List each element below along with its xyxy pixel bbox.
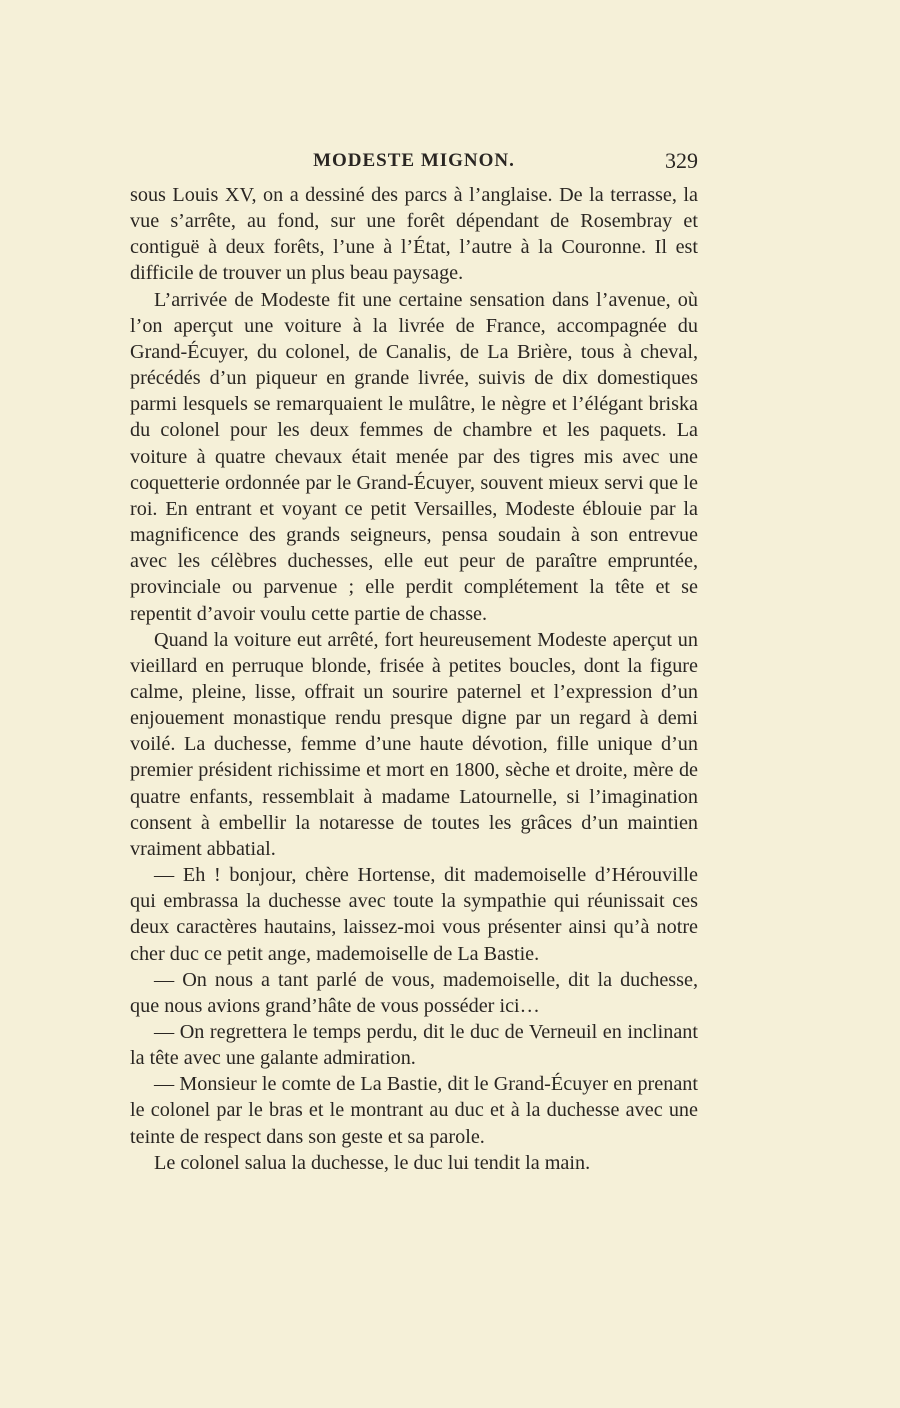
body-text: [130, 182, 698, 1176]
paragraph: Quand la voiture eut arrêté, fort heureusement Modeste aperçut un vieillard en perruque blonde, frisée à petites boucles, dont la figure calme, pleine, lisse, offrait un sourire paternel et l’expression d’un enjouement monastique rendu presque digne par un regard à demi voilé. La duchesse, femme d’une haute dévotion, fille unique d’un premier président richissime et mort en 1800, sèche et droite, mère de quatre enfants, ressemblait à madame Latournelle, si l’imagination consent à embellir la notaresse de toutes les grâces d’un maintien vraiment abbatial.: [130, 628, 698, 860]
paragraph: sous Louis XV, on a dessiné des parcs à l’anglaise. De la terrasse, la vue s’arrête, au fond, sur une forêt dépendant de Rosembray et contiguë à deux forêts, l’une à l’État, l’autre à la Couronne. Il est difficile de trouver un plus beau paysage.: [130, 184, 698, 285]
paragraph: — Monsieur le comte de La Bastie, dit le Grand-Écuyer en prenant le colonel par le bras et le montrant au duc et à la duchesse avec une teinte de respect dans son geste et sa parole.: [130, 1073, 698, 1148]
page-number: 329: [665, 148, 698, 173]
paragraph: — Eh ! bonjour, chère Hortense, dit mademoiselle d’Hérouville qui embrassa la duchesse avec toute la sympathie qui réunissait ces deux caractères hautains, laissez-moi vous présenter ainsi qu’à notre cher duc ce petit ange, mademoiselle de La Bastie.: [130, 864, 698, 965]
running-title: MODESTE MIGNON.: [313, 150, 515, 171]
paragraph: Le colonel salua la duchesse, le duc lui tendit la main.: [154, 1151, 591, 1174]
page-header: [130, 150, 698, 184]
paragraph: L’arrivée de Modeste fit une certaine sensation dans l’avenue, où l’on aperçut une voiture à la livrée de France, accompagnée du Grand-Écuyer, du colonel, de Canalis, de La Brière, tous à cheval, précédés d’un piqueur en grande livrée, suivis de dix domestiques parmi lesquels se remarquaient le mulâtre, le nègre et l’élégant briska du colonel pour les deux femmes de chambre et les paquets. La voiture à quatre chevaux était menée par des tigres mis avec une coquetterie ordonnée par le Grand-Écuyer, souvent mieux servi que le roi. En entrant et voyant ce petit Versailles, Modeste éblouie par la magnificence des grands seigneurs, pensa soudain à son entrevue avec les célèbres duchesses, elle eut peur de paraître empruntée, provinciale ou parvenue ; elle perdit complétement la tête et se repentit d’avoir voulu cette partie de chasse.: [130, 288, 698, 625]
paragraph: — On regrettera le temps perdu, dit le duc de Verneuil en inclinant la tête avec une galante admiration.: [130, 1021, 698, 1070]
paragraph: — On nous a tant parlé de vous, mademoiselle, dit la duchesse, que nous avions grand’hâte de vous posséder ici…: [130, 968, 698, 1017]
